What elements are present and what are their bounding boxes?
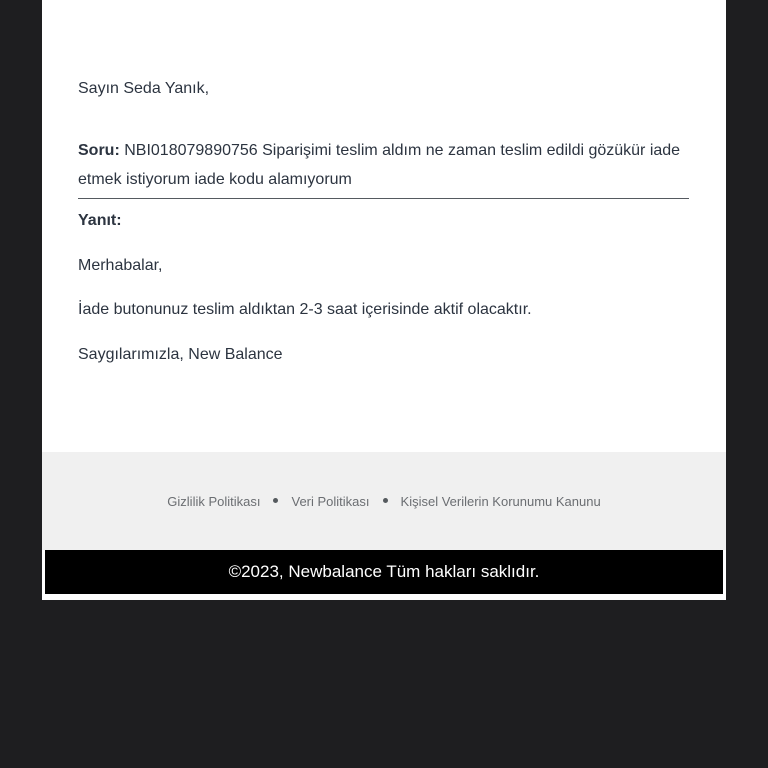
greeting: Sayın Seda Yanık, — [78, 80, 210, 97]
answer-line: Merhabalar, — [78, 257, 163, 274]
answer-line: İade butonunuz teslim aldıktan 2-3 saat içerisinde aktif olacaktır. — [78, 301, 532, 318]
data-policy-link[interactable]: Veri Politikası — [291, 493, 370, 509]
bullet-separator — [273, 498, 278, 503]
personal-data-law-link[interactable]: Kişisel Verilerin Korunumu Kanunu — [400, 493, 601, 509]
copyright-bar — [45, 550, 723, 594]
answer-signature: Saygılarımızla, New Balance — [78, 346, 283, 363]
question-text: NBI018079890756 Siparişimi teslim aldım ne zaman teslim edildi gözükür iade etmek istiyorum iade kodu alamıyorum — [78, 142, 681, 188]
email-card — [42, 0, 726, 600]
privacy-policy-link[interactable]: Gizlilik Politikası — [167, 493, 261, 509]
question-label: Soru: — [78, 142, 120, 159]
answer-label: Yanıt: — [78, 212, 122, 229]
footer-links — [42, 452, 726, 550]
divider — [78, 198, 689, 199]
email-body — [42, 0, 726, 452]
copyright-text: ©2023, Newbalance Tüm hakları saklıdır. — [228, 562, 540, 581]
bullet-separator — [383, 498, 388, 503]
question — [78, 136, 690, 194]
